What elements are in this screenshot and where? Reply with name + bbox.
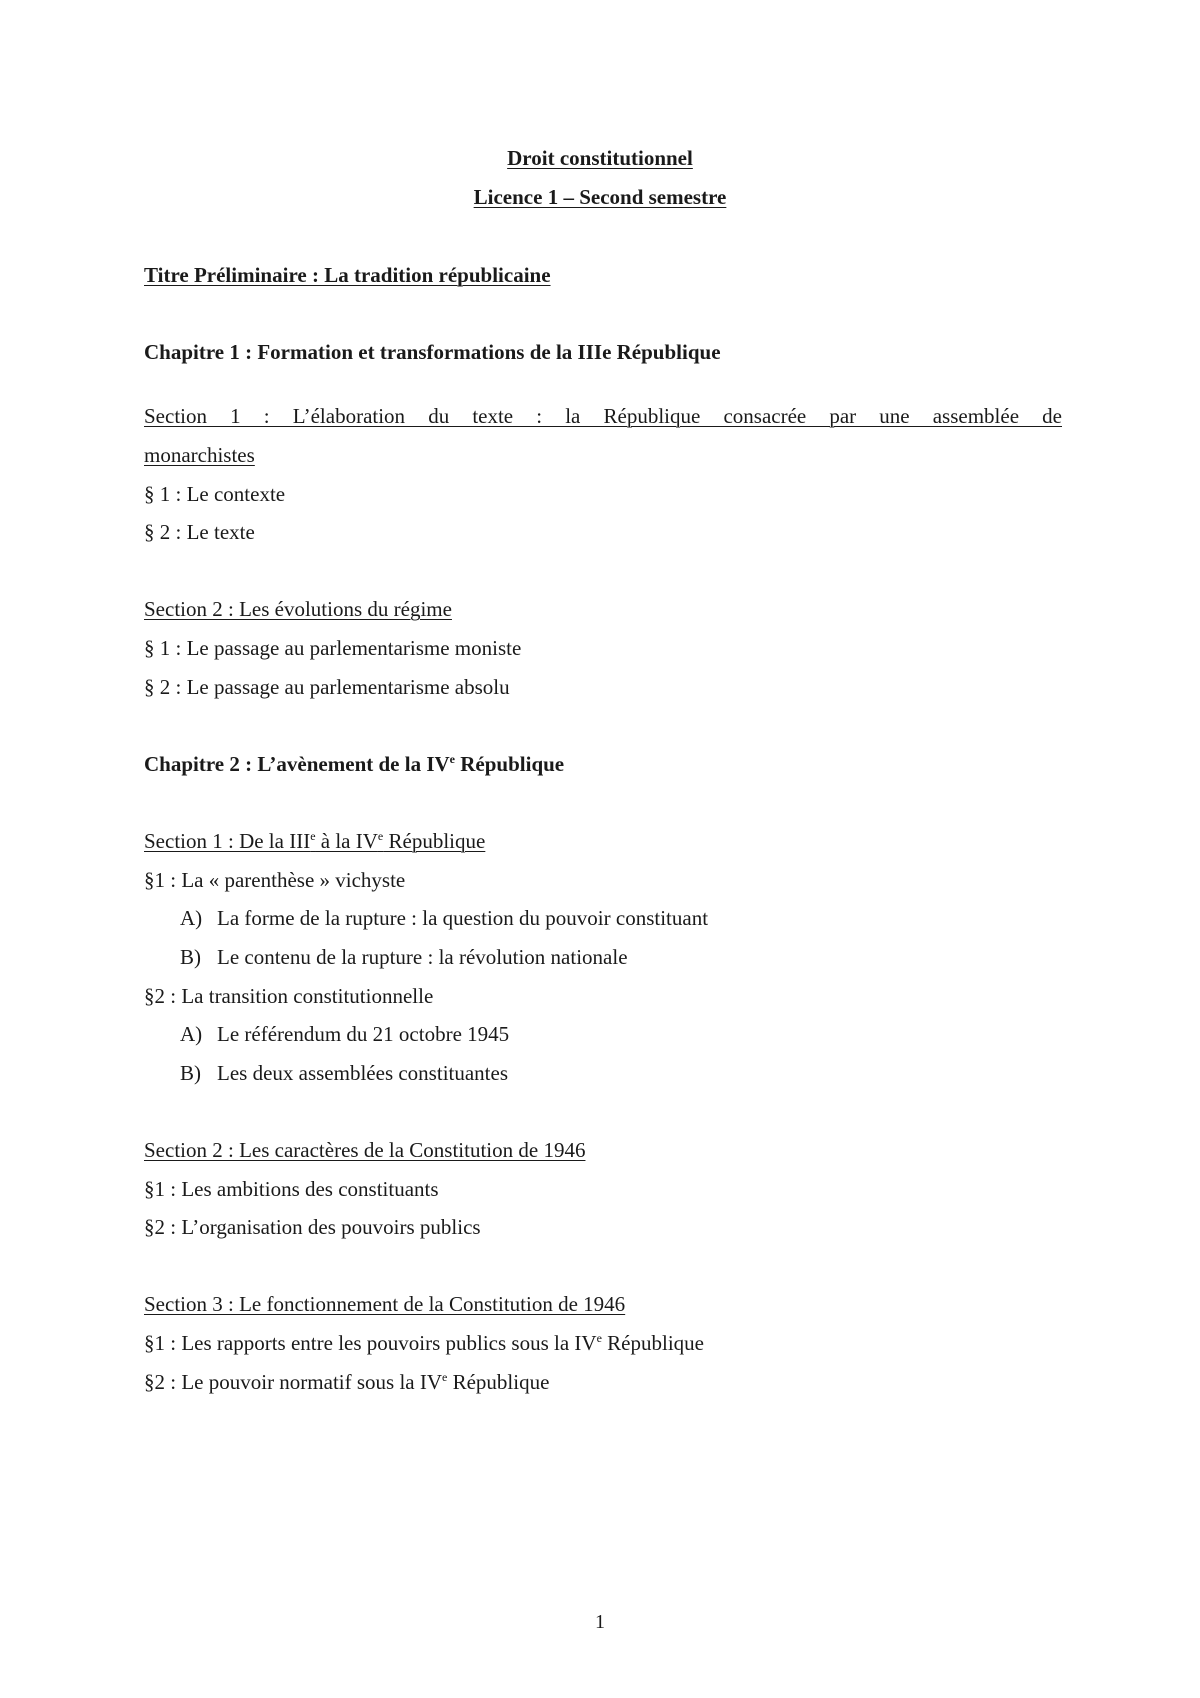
ch2-s2-paragraph-1: §1 : Les ambitions des constituants [144, 1177, 439, 1201]
ch2-s3-paragraph-1: §1 : Les rapports entre les pouvoirs publics sous la IVe République [144, 1331, 704, 1355]
ch2-s3-paragraph-2: §2 : Le pouvoir normatif sous la IVe République [144, 1370, 550, 1394]
ch2-s1-p2-item-a: A) Le référendum du 21 octobre 1945 [180, 1022, 510, 1046]
ch1-section2-heading: Section 2 : Les évolutions du régime [144, 597, 452, 621]
ch1-section1-heading-line1: Section 1 : L’élaboration du texte : la République consacrée par une assemblée de [144, 404, 1062, 428]
ch2-section2-heading: Section 2 : Les caractères de la Constitution de 1946 [144, 1138, 586, 1162]
titre-preliminaire: Titre Préliminaire : La tradition républicaine [144, 263, 551, 287]
chapitre2-heading: Chapitre 2 : L’avènement de la IVe République [144, 752, 565, 776]
document-title: Droit constitutionnel [507, 146, 693, 170]
ch1-s1-paragraph-1: § 1 : Le contexte [144, 482, 286, 506]
ch2-section3-heading: Section 3 : Le fonctionnement de la Constitution de 1946 [144, 1292, 626, 1316]
ch1-s2-paragraph-2: § 2 : Le passage au parlementarisme absolu [144, 675, 510, 699]
ch2-s1-p1-item-a: A) La forme de la rupture : la question du pouvoir constituant [180, 906, 709, 930]
ch2-s1-p2-item-b: B) Les deux assemblées constituantes [180, 1061, 509, 1085]
ch2-s1-paragraph-2: §2 : La transition constitutionnelle [144, 984, 434, 1008]
ch2-s1-p1-item-b: B) Le contenu de la rupture : la révolution nationale [180, 945, 628, 969]
ch1-s2-paragraph-1: § 1 : Le passage au parlementarisme moniste [144, 636, 522, 660]
chapitre1-heading: Chapitre 1 : Formation et transformations de la IIIe République [144, 340, 721, 364]
page-number: 1 [595, 1611, 605, 1633]
ch2-s1-paragraph-1: §1 : La « parenthèse » vichyste [144, 868, 406, 892]
ch1-section1-heading-line2: monarchistes [144, 443, 255, 467]
ch2-s2-paragraph-2: §2 : L’organisation des pouvoirs publics [144, 1215, 481, 1239]
ch2-section1-heading: Section 1 : De la IIIe à la IVe République [144, 829, 486, 853]
ch1-s1-paragraph-2: § 2 : Le texte [144, 520, 255, 544]
document-subtitle: Licence 1 – Second semestre [473, 185, 727, 209]
